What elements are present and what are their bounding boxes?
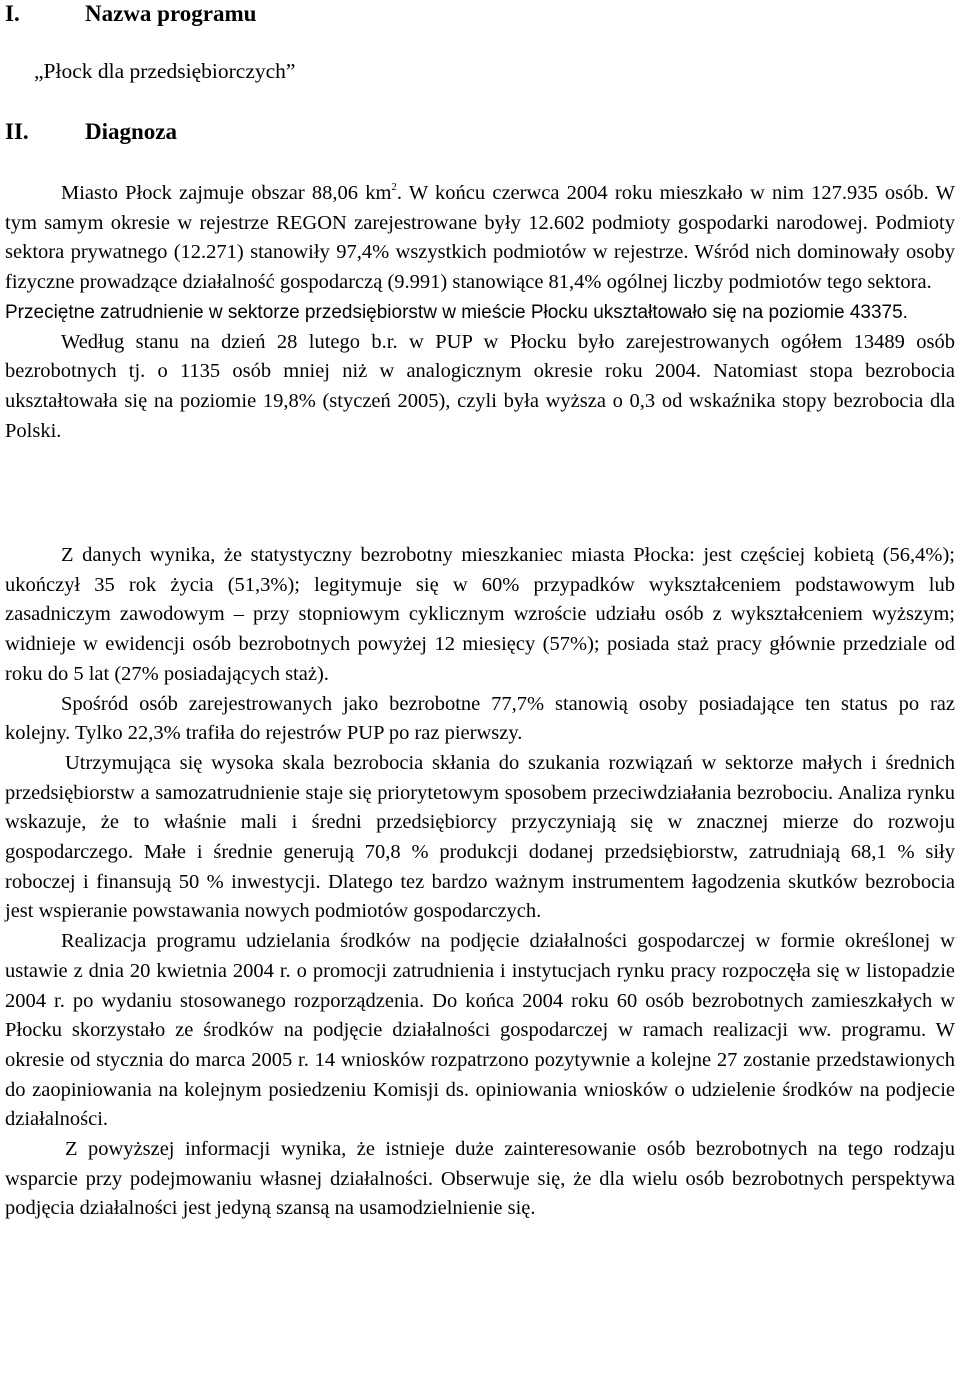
paragraph: Spośród osób zarejestrowanych jako bezrobotne 77,7% stanowią osoby posiadające ten status po raz kolejny. Tylko 22,3% trafiła do rejestrów PUP po raz pierwszy. [5,692,955,745]
program-name: „Płock dla przedsiębiorczych” [34,59,296,83]
section-title: Diagnoza [85,119,177,144]
section-heading-1 [5,0,256,28]
paragraph-text: Miasto Płock zajmuje obszar 88,06 km [61,182,392,204]
paragraph-text: . W końcu czerwca 2004 roku mieszkało w nim 127.935 osób. W tym samym okresie w rejestrze REGON zarejestrowane były 12.602 podmioty gospodarki narodowej. Podmioty sektora prywatnego (12.271) stanowiły 97,4% wszystkich podmiotów w rejestrze. Wśród nich dominowały osoby fizyczne prowadzące działalność gospodarczą (9.991) stanowiące 81,4% ogólnej liczby podmiotów tego sektora. [5,182,955,294]
paragraph: Przeciętne zatrudnienie w sektorze przedsiębiorstw w mieście Płocku ukształtowało się na poziomie 43375. [5,301,908,323]
paragraph: Z powyższej informacji wynika, że istnieje duże zainteresowanie osób bezrobotnych na tego rodzaju wsparcie przy podejmowaniu własnej działalności. Obserwuje się, że dla wielu osób bezrobotnych perspektywa podjęcia działalności jest jedyną szansą na usamodzielnienie się. [5,1138,955,1220]
diagnosis-intro [5,179,955,446]
superscript: 2 [391,181,397,193]
paragraph [5,179,955,298]
diagnosis-body [5,541,955,1224]
paragraph: Realizacja programu udzielania środków na podjęcie działalności gospodarczej w formie określonej w ustawie z dnia 20 kwietnia 2004 r. o promocji zatrudnienia i instytucjach rynku pracy rozpoczęła się w listopadzie 2004 r. po wydaniu stosowanego rozporządzenia. Do końca 2004 roku 60 osób bezrobotnych zamieszkałych w Płocku skorzystało ze środków na podjęcie działalności gospodarczej w ramach realizacji ww. programu. W okresie od stycznia do marca 2005 r. 14 wniosków rozpatrzono pozytywnie a kolejne 27 zostanie przedstawionych do zaopiniowania na kolejnym posiedzeniu Komisji ds. opiniowania wniosków o udzielenie środków na podjecie działalności. [5,930,955,1131]
section-heading-2 [5,118,177,146]
paragraph: Z danych wynika, że statystyczny bezrobotny mieszkaniec miasta Płocka: jest częściej kobietą (56,4%); ukończył 35 rok życia (51,3%); legitymuje się w 60% przypadków wykształceniem podstawowym lub zasadniczym zawodowym – przy stopniowym cyklicznym wzroście udziału osób z wykształceniem wyższym; widnieje w ewidencji osób bezrobotnych powyżej 12 miesięcy (57%); posiada staż pracy głównie przedziale od roku do 5 lat (27% posiadających staż). [5,544,955,685]
section-number: I. [5,1,20,26]
section-number: II. [5,119,29,144]
paragraph: Według stanu na dzień 28 lutego b.r. w PUP w Płocku było zarejestrowanych ogółem 13489 osób bezrobotnych tj. o 1135 osób mniej niż w analogicznym okresie roku 2004. Natomiast stopa bezrobocia ukształtowała się na poziomie 19,8% (styczeń 2005), czyli była wyższa o 0,3 od wskaźnika stopy bezrobocia dla Polski. [5,330,955,442]
paragraph: Utrzymująca się wysoka skala bezrobocia skłania do szukania rozwiązań w sektorze małych i średnich przedsiębiorstw a samozatrudnienie staje się priorytetowym sposobem przeciwdziałania bezrobociu. Analiza rynku wskazuje, że to właśnie mali i średni przedsiębiorcy przyczyniają się w znacznej mierze do rozwoju gospodarczego. Małe i średnie generują 70,8 % produkcji dodanej przedsiębiorstw, zatrudniają 68,1 % siły roboczej i finansują 50 % inwestycji. Dlatego tez bardzo ważnym instrumentem łagodzenia skutków bezrobocia jest wspieranie powstawania nowych podmiotów gospodarczych. [5,751,955,923]
section-title: Nazwa programu [85,1,257,26]
